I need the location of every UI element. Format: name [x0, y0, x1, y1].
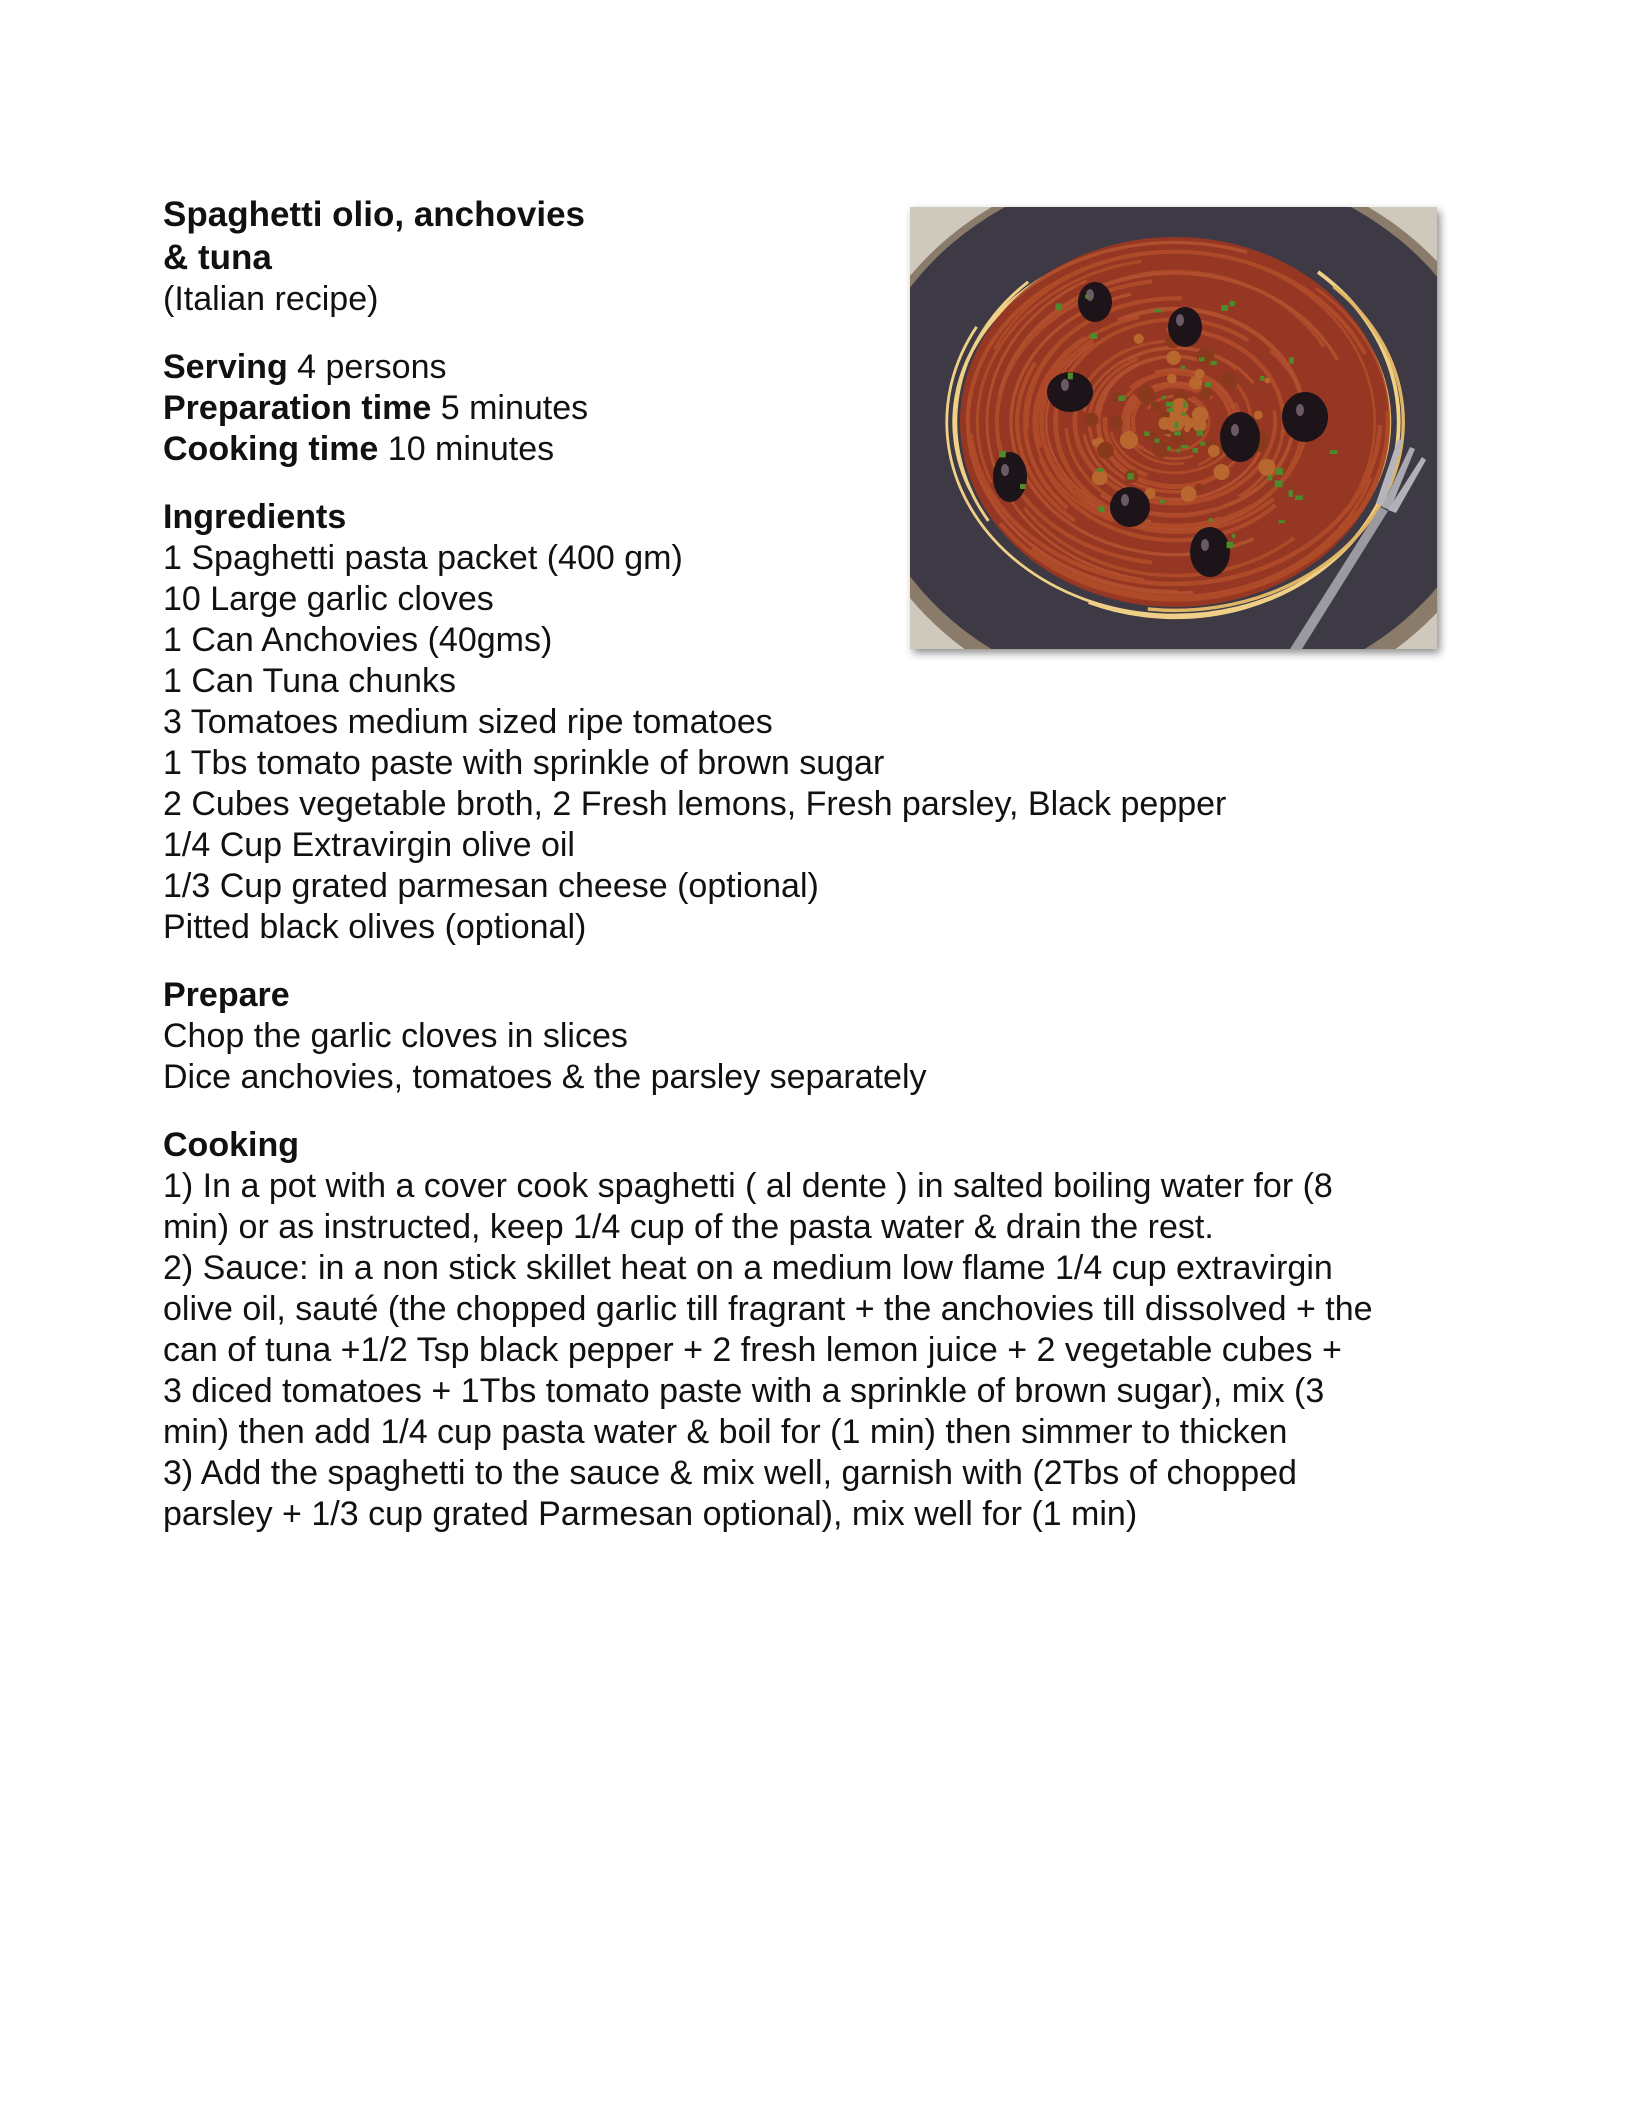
recipe-title-line-2: & tuna	[163, 238, 272, 277]
ingredient-item: 3 Tomatoes medium sized ripe tomatoes	[163, 703, 773, 741]
ingredient-item: 1/4 Cup Extravirgin olive oil	[163, 826, 575, 864]
serving-value: 4 persons	[287, 348, 447, 386]
cooking-line: 1) In a pot with a cover cook spaghetti ( al dente ) in salted boiling water for (8	[163, 1167, 1333, 1205]
ingredient-item: 1/3 Cup grated parmesan cheese (optional)	[163, 867, 819, 905]
ingredient-item: 10 Large garlic cloves	[163, 580, 494, 618]
cooking-line: 3 diced tomatoes + 1Tbs tomato paste with a sprinkle of brown sugar), mix (3	[163, 1372, 1325, 1410]
prep-time-label: Preparation time	[163, 389, 432, 427]
cooking-section	[163, 1125, 1463, 1535]
prepare-heading: Prepare	[163, 976, 290, 1014]
cooking-heading: Cooking	[163, 1126, 299, 1164]
cooking-line: min) or as instructed, keep 1/4 cup of the pasta water & drain the rest.	[163, 1208, 1214, 1246]
ingredient-item: 1 Tbs tomato paste with sprinkle of brown sugar	[163, 744, 885, 782]
cooking-line: can of tuna +1/2 Tsp black pepper + 2 fresh lemon juice + 2 vegetable cubes +	[163, 1331, 1342, 1369]
ingredients-heading: Ingredients	[163, 498, 347, 536]
recipe-title-line-1: Spaghetti olio, anchovies	[163, 195, 586, 234]
cook-time-label: Cooking time	[163, 430, 379, 468]
prep-time-value: 5 minutes	[431, 389, 589, 427]
serving-label: Serving	[163, 348, 288, 386]
ingredient-item: 1 Can Anchovies (40gms)	[163, 621, 553, 659]
cooking-line: olive oil, sauté (the chopped garlic till fragrant + the anchovies till dissolved + the	[163, 1290, 1373, 1328]
cooking-line: 2) Sauce: in a non stick skillet heat on a medium low flame 1/4 cup extravirgin	[163, 1249, 1333, 1287]
cooking-line: min) then add 1/4 cup pasta water & boil for (1 min) then simmer to thicken	[163, 1413, 1288, 1451]
cooking-line: parsley + 1/3 cup grated Parmesan optional), mix well for (1 min)	[163, 1495, 1138, 1533]
pasta-dish-photo	[910, 207, 1437, 649]
prepare-section	[163, 975, 1463, 1098]
prepare-step: Chop the garlic cloves in slices	[163, 1017, 628, 1055]
ingredient-item: 2 Cubes vegetable broth, 2 Fresh lemons, Fresh parsley, Black pepper	[163, 785, 1227, 823]
pasta-dish-illustration	[910, 207, 1437, 649]
ingredient-item: 1 Spaghetti pasta packet (400 gm)	[163, 539, 683, 577]
ingredient-item: Pitted black olives (optional)	[163, 908, 587, 946]
prepare-step: Dice anchovies, tomatoes & the parsley separately	[163, 1058, 927, 1096]
cook-time-value: 10 minutes	[378, 430, 555, 468]
cooking-line: 3) Add the spaghetti to the sauce & mix well, garnish with (2Tbs of chopped	[163, 1454, 1297, 1492]
recipe-subtitle: (Italian recipe)	[163, 280, 379, 318]
ingredient-item: 1 Can Tuna chunks	[163, 662, 456, 700]
